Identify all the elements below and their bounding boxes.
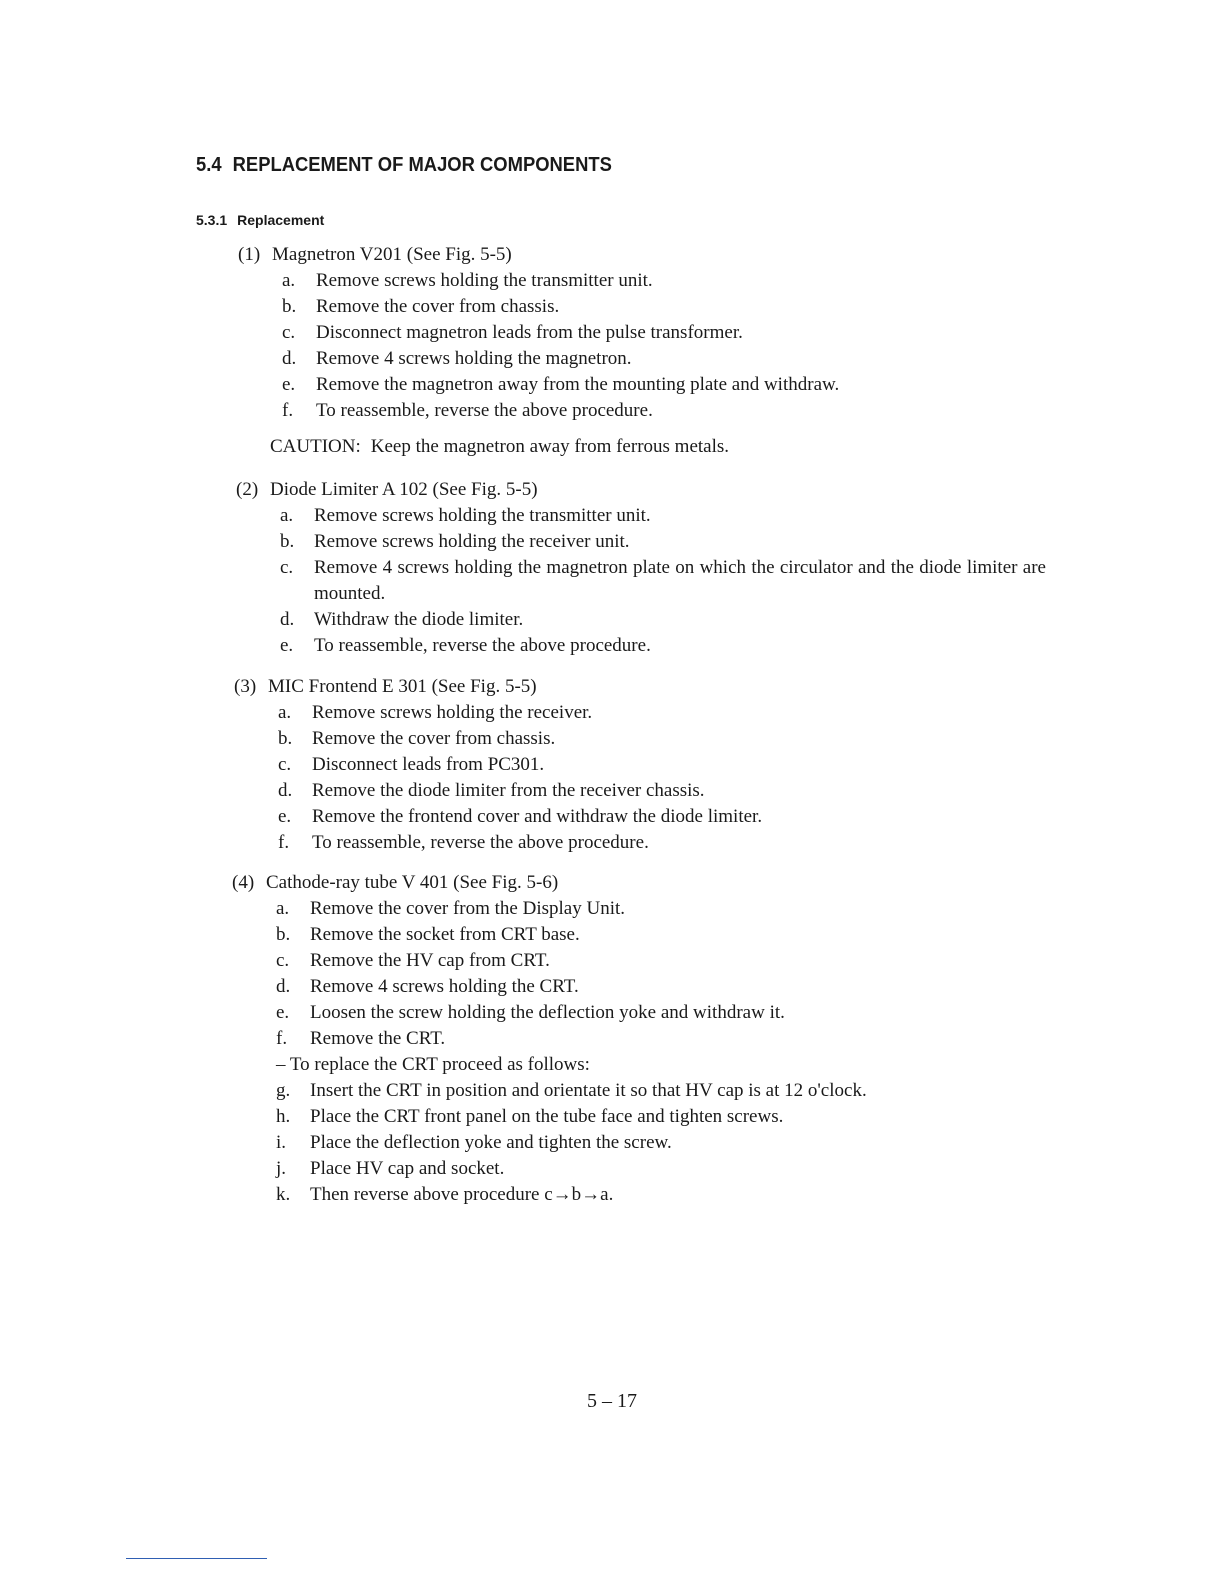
step-item: e. Remove the magnetron away from the mounting plate and withdraw. [282, 374, 840, 395]
procedure-title [232, 870, 992, 896]
step-item: a. Remove screws holding the receiver. [278, 702, 593, 723]
section-heading-text: REPLACEMENT OF MAJOR COMPONENTS [232, 154, 612, 176]
step-item: k. Then reverse above procedure c→b→a. [276, 1184, 614, 1205]
step-list [276, 1078, 992, 1208]
step-item: d. Remove the diode limiter from the receiver chassis. [278, 780, 705, 801]
caution-note [270, 434, 938, 460]
step-item: f. Remove the CRT. [276, 1028, 446, 1049]
footer-rule [126, 1558, 267, 1559]
step-item: a. Remove the cover from the Display Unit. [276, 898, 626, 919]
step-list [280, 503, 1046, 659]
caution-label: CAUTION: [270, 436, 361, 457]
step-item: b. Remove the socket from CRT base. [276, 924, 580, 945]
step-item: f. To reassemble, reverse the above procedure. [282, 400, 653, 421]
procedure-title-text: MIC Frontend E 301 (See Fig. 5-5) [268, 676, 537, 697]
subsection-heading-text: Replacement [237, 212, 325, 228]
step-item: i. Place the deflection yoke and tighten the screw. [276, 1132, 672, 1153]
procedure-diode-limiter [236, 477, 1046, 659]
step-item: a. Remove screws holding the transmitter unit. [282, 270, 653, 291]
subsection-heading-number: 5.3.1 [196, 212, 228, 228]
step-item: f. To reassemble, reverse the above procedure. [278, 832, 649, 853]
procedure-number: (3) [234, 676, 257, 697]
procedure-mic-frontend [234, 674, 934, 856]
step-item: j. Place HV cap and socket. [276, 1158, 505, 1179]
procedure-title-text: Magnetron V201 (See Fig. 5-5) [272, 244, 512, 265]
page-number: 5 – 17 [587, 1390, 637, 1412]
step-list [278, 700, 934, 856]
procedure-number: (2) [236, 479, 259, 500]
subsection-heading [196, 212, 324, 228]
section-heading-number: 5.4 [196, 154, 222, 176]
step-item: b. Remove screws holding the receiver unit. [280, 531, 630, 552]
step-item: c. Remove 4 screws holding the magnetron plate on which the circulator and the diode limiter are mounted. [280, 557, 1046, 604]
step-item: d. Remove 4 screws holding the CRT. [276, 976, 579, 997]
procedure-number: (4) [232, 872, 255, 893]
procedure-magnetron [238, 242, 938, 460]
procedure-title [236, 477, 1046, 503]
step-item: b. Remove the cover from chassis. [278, 728, 556, 749]
procedure-title-text: Diode Limiter A 102 (See Fig. 5-5) [270, 479, 538, 500]
procedure-note: – To replace the CRT proceed as follows: [276, 1054, 590, 1075]
step-list [276, 896, 992, 1052]
procedure-title [238, 242, 938, 268]
step-list [282, 268, 938, 424]
procedure-crt [232, 870, 992, 1208]
step-item: e. Loosen the screw holding the deflection yoke and withdraw it. [276, 1002, 785, 1023]
step-item: c. Disconnect leads from PC301. [278, 754, 545, 775]
step-item: d. Remove 4 screws holding the magnetron. [282, 348, 632, 369]
procedure-title-text: Cathode-ray tube V 401 (See Fig. 5-6) [266, 872, 559, 893]
procedure-number: (1) [238, 244, 261, 265]
step-item: e. Remove the frontend cover and withdraw the diode limiter. [278, 806, 763, 827]
step-item: d. Withdraw the diode limiter. [280, 609, 524, 630]
caution-text: Keep the magnetron away from ferrous metals. [370, 436, 730, 457]
step-item: h. Place the CRT front panel on the tube face and tighten screws. [276, 1106, 784, 1127]
step-item: b. Remove the cover from chassis. [282, 296, 560, 317]
step-item: c. Disconnect magnetron leads from the pulse transformer. [282, 322, 743, 343]
step-item: e. To reassemble, reverse the above procedure. [280, 635, 651, 656]
step-item: a. Remove screws holding the transmitter unit. [280, 505, 651, 526]
section-heading [196, 154, 612, 177]
step-item: g. Insert the CRT in position and orientate it so that HV cap is at 12 o'clock. [276, 1080, 867, 1101]
procedure-title [234, 674, 934, 700]
step-item: c. Remove the HV cap from CRT. [276, 950, 550, 971]
